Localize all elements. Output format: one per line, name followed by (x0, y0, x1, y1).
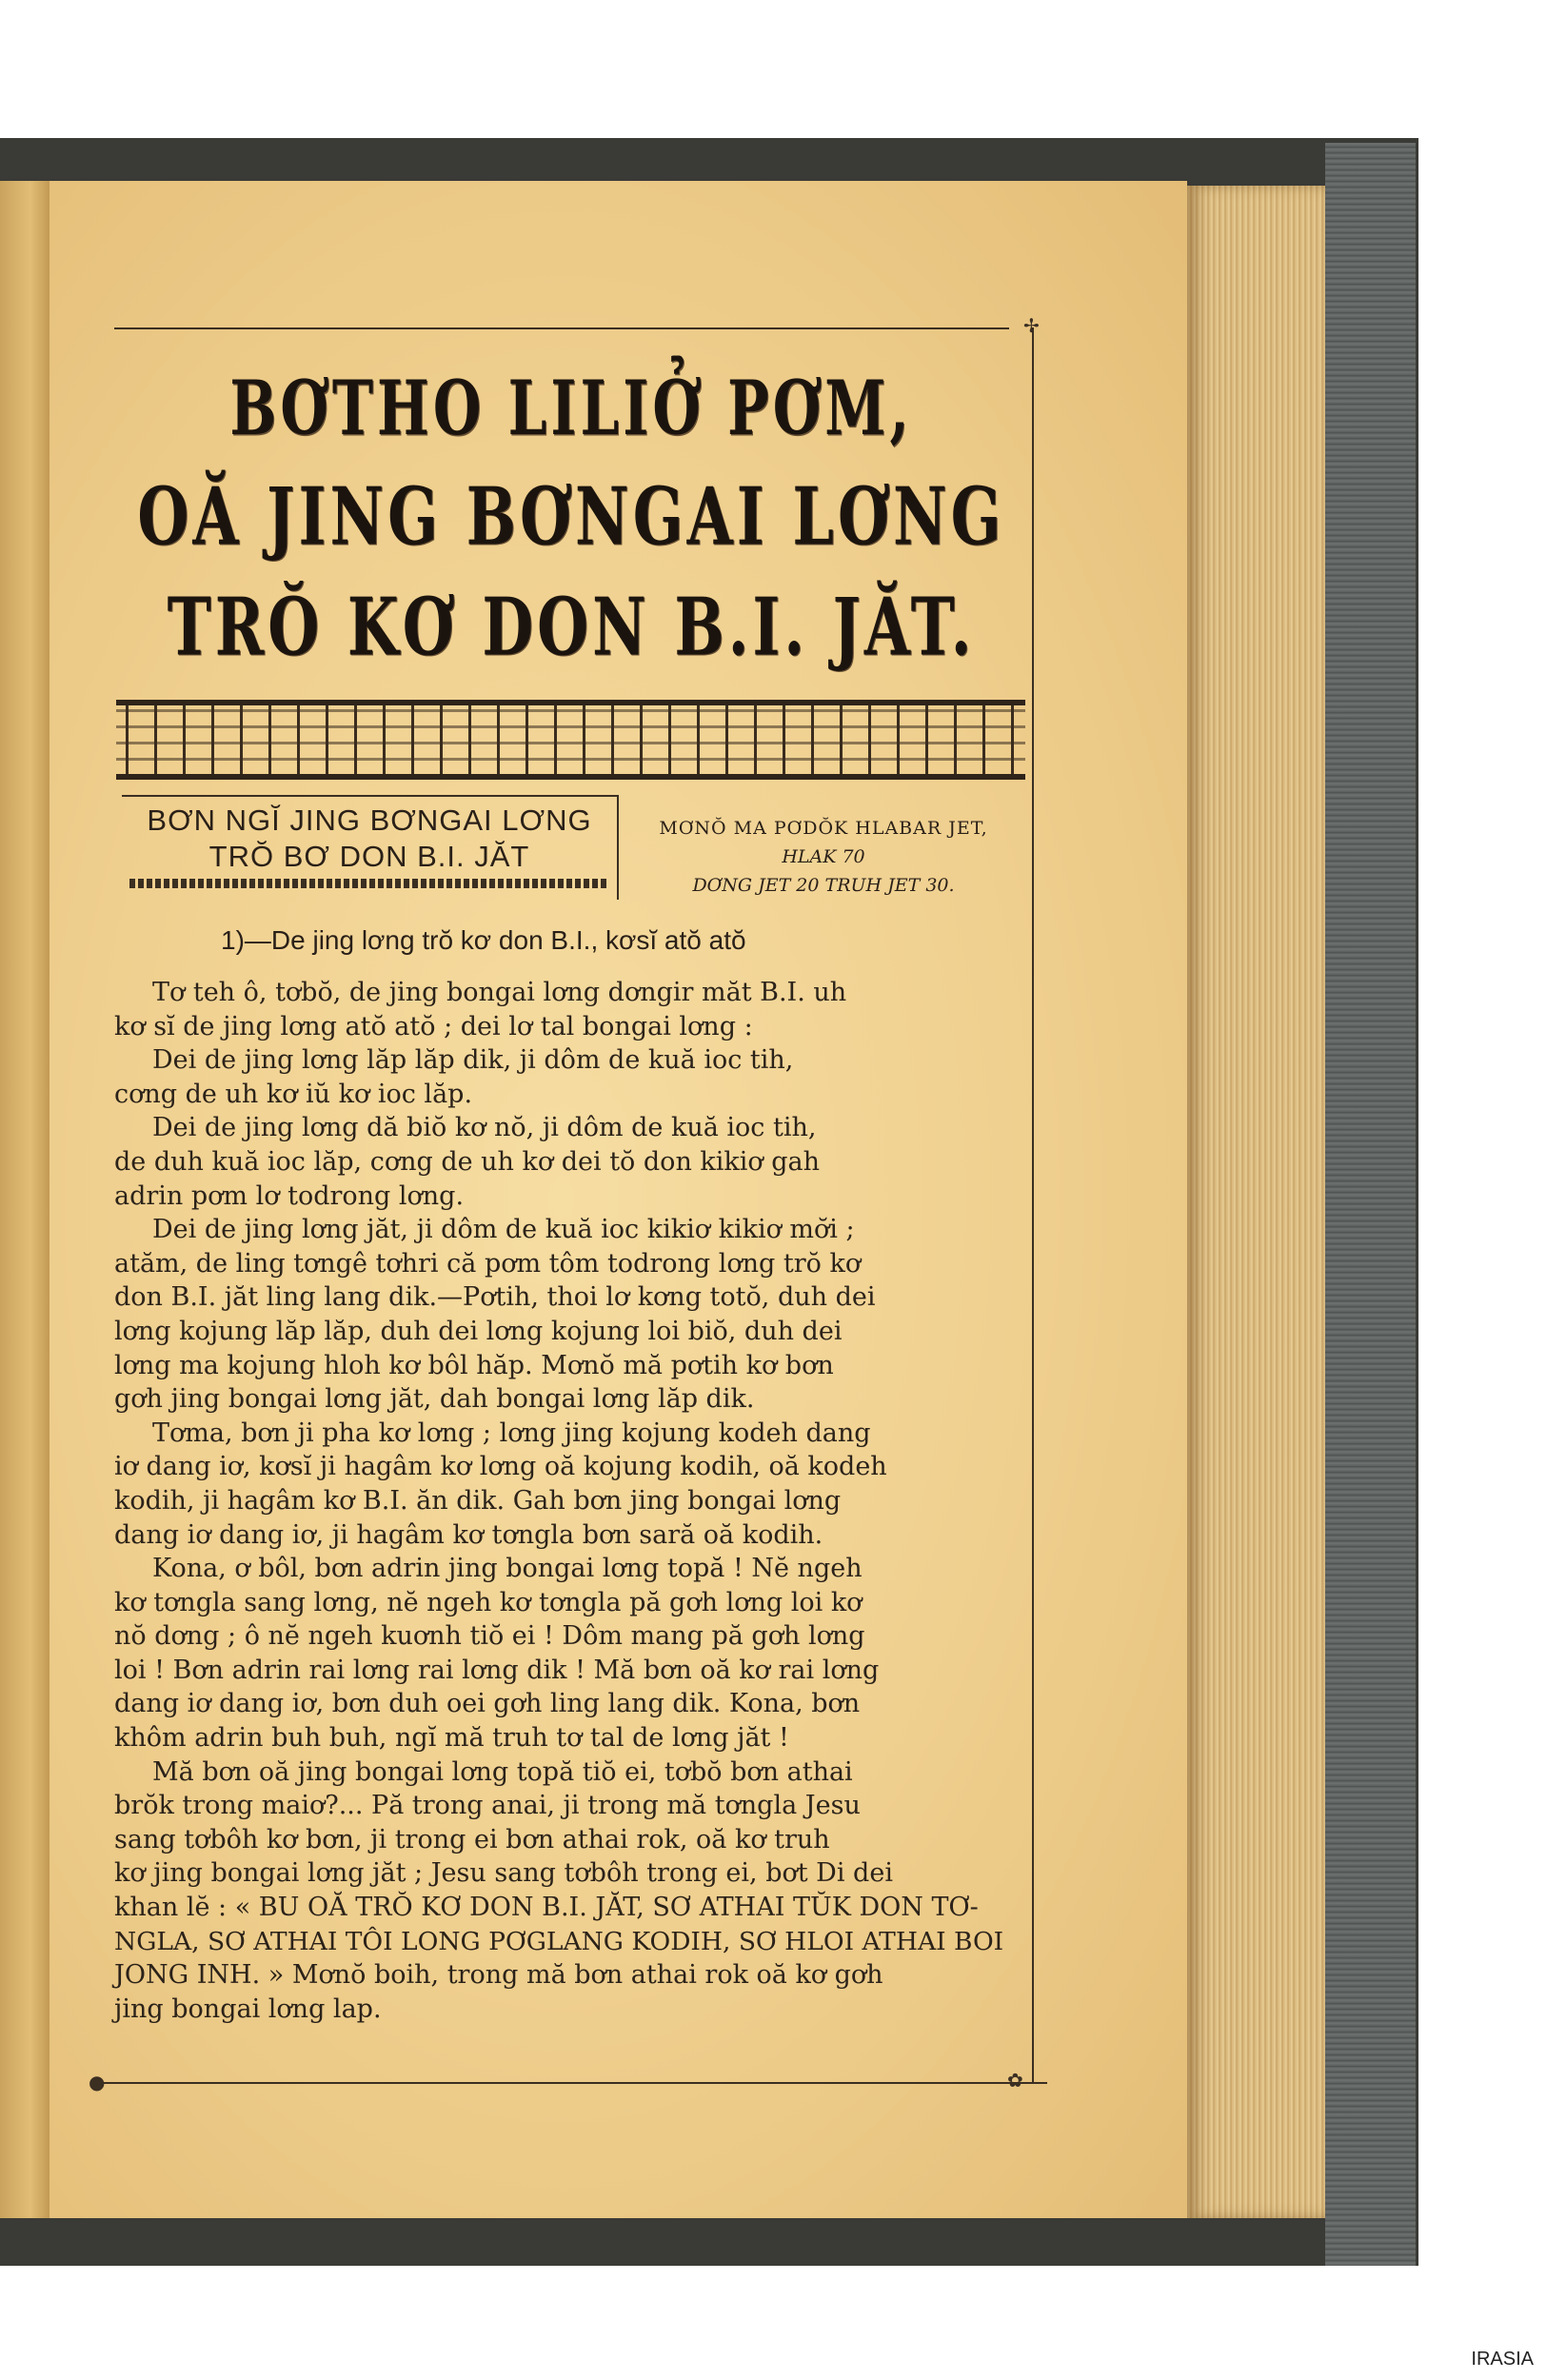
body-line: Tơma, bơn ji pha kơ lơng ; lơng jing kojung kodeh dang (152, 1418, 871, 1448)
frame-top-rule (114, 327, 1009, 329)
left-page-edge (0, 181, 55, 2218)
body-line: jing bongai lơng lap. (114, 1993, 382, 2024)
watermark: IRASIA (1471, 2349, 1534, 2370)
body-line: sang tơbôh kơ bơn, ji trong ei bơn athai rok, oă kơ truh (114, 1824, 830, 1854)
body-line: nŏ dơng ; ô nĕ ngeh kuơnh tiŏ ei ! Dôm mang pă gơh lơng (114, 1621, 865, 1652)
body-line: adrin pơm lơ todrong lơng. (114, 1180, 465, 1211)
body-line: kơ jing bongai lơng jăt ; Jesu sang tơbôh trong ei, bơt Di dei (114, 1858, 893, 1889)
section-heading-line-2: TRŎ BƠ DON B.I. JĂT (208, 840, 530, 873)
point-heading: 1)—De jing lơng trŏ kơ don B.I., kơsĭ atŏ atŏ (221, 925, 746, 955)
body-line: khan lĕ : « BU OĂ TRŎ KƠ DON B.I. JĂT, SƠ ATHAI TŬK DON TƠ- (114, 1893, 979, 1923)
corner-dot-icon: ● (89, 2071, 106, 2093)
body-line: de duh kuă ioc lăp, cơng de uh kơ dei tŏ don kikiơ gah (114, 1146, 821, 1177)
body-line: don B.I. jăt ling lang dik.—Pơtih, thoi lơ kơng totŏ, duh dei (114, 1282, 876, 1313)
title-line-3: TRŎ KƠ DON B.I. JĂT. (167, 580, 976, 674)
body-line: gơh jing bongai lơng jăt, dah bongai lơng lăp dik. (114, 1384, 755, 1415)
body-line: atăm, de ling tơngê tơhri că pơm tôm todrong lơng trŏ kơ (114, 1248, 862, 1279)
frame-bottom-rule (95, 2082, 1047, 2084)
body-line: loi ! Bơn adrin rai lơng rai lơng dik ! Mă bơn oă kơ rai lơng (114, 1655, 880, 1685)
body-text (114, 976, 1019, 2026)
title-line-2: OĂ JING BƠNGAI LƠNG (137, 469, 1005, 564)
body-line: Dei de jing lơng dă biŏ kơ nŏ, ji dôm de kuă ioc tih, (152, 1113, 817, 1143)
body-line: Mă bơn oă jing bongai lơng topă tiŏ ei, tơbŏ bơn athai (152, 1756, 853, 1787)
body-line: kodih, ji hagâm kơ B.I. ăn dik. Gah bơn jing bongai lơng (114, 1485, 842, 1516)
corner-flower-icon: ✿ (1007, 2069, 1023, 2092)
body-line: dang iơ dang iơ, ji hagâm kơ tơngla bơn sară oă kodih. (114, 1519, 823, 1550)
body-line: lơng ma kojung hloh kơ bôl hăp. Mơnŏ mă pơtih kơ bơn (114, 1350, 834, 1380)
body-line: JONG INH. » Mơnŏ boih, trong mă bơn athai rok oă kơ gơh (114, 1960, 883, 1991)
frame-right-rule (1032, 327, 1034, 2084)
cover-board (1325, 143, 1416, 2266)
body-line: kơ tơngla sang lơng, nĕ ngeh kơ tơngla pă gơh lơng loi kơ (114, 1587, 863, 1617)
section-heading (122, 795, 619, 900)
body-line: khôm adrin buh buh, ngĭ mă truh tơ tal de lơng jăt ! (114, 1723, 789, 1754)
reference-line-2: HLAK 70 (782, 846, 865, 867)
corner-flourish-icon: ✢ (1023, 314, 1040, 337)
section-heading-line-1: BƠN NGĬ JING BƠNGAI LƠNG (147, 803, 592, 837)
heading-underline (129, 879, 609, 888)
reference-line-1: MƠNŎ MA PƠDŎK HLABAR JET, (659, 818, 988, 839)
body-line: Dei de jing lơng jăt, ji dôm de kuă ioc kikiơ kikiơ mơ̆i ; (152, 1215, 855, 1245)
body-line: dang iơ dang iơ, bơn duh oei gơh ling lang dik. Kona, bơn (114, 1689, 861, 1719)
body-line: Tơ teh ô, tơbŏ, de jing bongai lơng dơngir măt B.I. uh (152, 978, 847, 1007)
body-line: Dei de jing lơng lăp lăp dik, ji dôm de kuă ioc tih, (152, 1045, 794, 1076)
body-line: kơ sĭ de jing lơng atŏ atŏ ; dei lơ tal bongai lơng : (114, 1011, 753, 1041)
body-line: iơ dang iơ, kơsĭ ji hagâm kơ lơng oă kojung kodih, oă kodeh (114, 1452, 887, 1482)
body-line: cơng de uh kơ iŭ kơ ioc lăp. (114, 1079, 473, 1109)
reference-line-3: DƠNG JET 20 TRUH JET 30. (692, 875, 955, 896)
scripture-reference (624, 814, 1023, 900)
body-line: lơng kojung lăp lăp, duh dei lơng kojung loi biŏ, duh dei (114, 1316, 843, 1346)
page-stack-edges (1187, 186, 1325, 2218)
body-line: NGLA, SƠ ATHAI TÔI LONG PƠGLANG KODIH, SƠ HLOI ATHAI BOI (114, 1926, 1004, 1956)
ornamental-border (116, 700, 1025, 780)
body-line: brŏk trong maiơ?... Pă trong anai, ji trong mă tơngla Jesu (114, 1791, 861, 1821)
page-title (124, 365, 1019, 674)
body-line: Kona, ơ bôl, bơn adrin jing bongai lơng topă ! Nĕ ngeh (152, 1554, 863, 1584)
title-line-1: BƠTHO LILIỞ PƠM, (229, 365, 913, 452)
